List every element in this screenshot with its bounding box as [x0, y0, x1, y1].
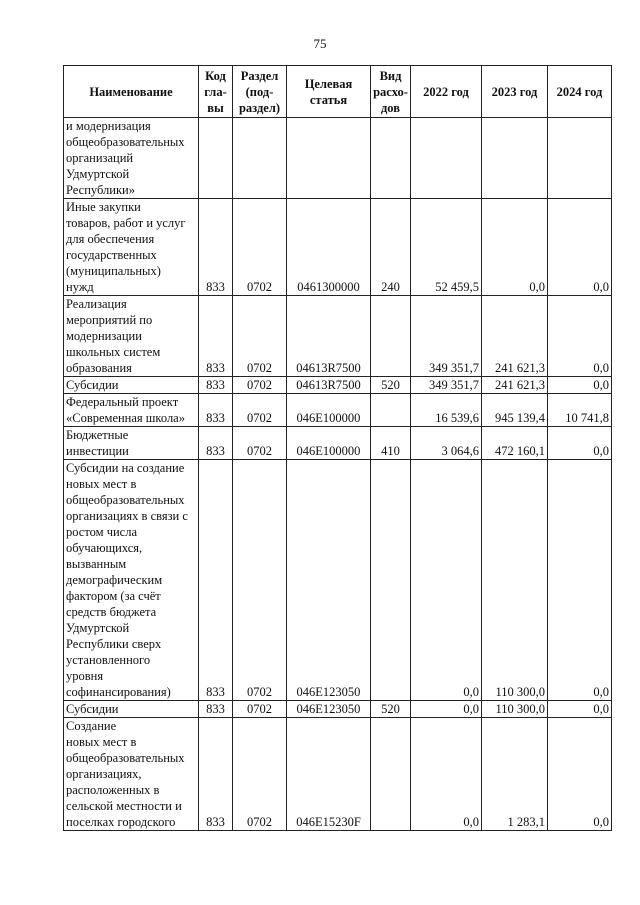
row-kind	[371, 118, 411, 199]
row-2022: 16 539,6	[411, 394, 482, 427]
row-kind	[371, 296, 411, 377]
row-name: Иные закупки товаров, работ и услуг для обеспечения государственных (муниципальных) нужд	[64, 199, 199, 296]
row-section: 0702	[233, 701, 287, 718]
row-2022: 3 064,6	[411, 427, 482, 460]
row-section: 0702	[233, 427, 287, 460]
table-header-row	[64, 66, 612, 118]
row-code: 833	[199, 394, 233, 427]
row-2023: 1 283,1	[482, 718, 548, 831]
header-2023: 2023 год	[482, 66, 548, 118]
row-name: Создание новых мест в общеобразовательных организациях, расположенных в сельской местности и поселках городского	[64, 718, 199, 831]
row-kind	[371, 460, 411, 701]
row-section: 0702	[233, 460, 287, 701]
row-2022: 349 351,7	[411, 296, 482, 377]
row-section: 0702	[233, 377, 287, 394]
page-number: 75	[313, 36, 327, 51]
row-2022: 0,0	[411, 460, 482, 701]
row-section: 0702	[233, 394, 287, 427]
row-section	[233, 118, 287, 199]
row-2023: 945 139,4	[482, 394, 548, 427]
row-2023: 110 300,0	[482, 460, 548, 701]
table-row	[64, 377, 612, 394]
header-kind: Вид расхо- дов	[371, 66, 411, 118]
row-article: 0461300000	[287, 199, 371, 296]
row-2024	[548, 118, 612, 199]
row-kind: 240	[371, 199, 411, 296]
row-code: 833	[199, 199, 233, 296]
row-article: 046E100000	[287, 427, 371, 460]
row-article: 046E123050	[287, 460, 371, 701]
row-2024: 0,0	[548, 701, 612, 718]
row-2024: 0,0	[548, 427, 612, 460]
row-name: Субсидии	[64, 701, 199, 718]
row-article: 046E100000	[287, 394, 371, 427]
row-2024: 0,0	[548, 199, 612, 296]
header-code: Код гла- вы	[199, 66, 233, 118]
row-name: Субсидии на создание новых мест в общеобразовательных организациях в связи с ростом числа обучающихся, вызванным демографическим фактором (за счёт средств бюджета Удмуртской Республики сверх установленного уровня софинансирования)	[64, 460, 199, 701]
row-2023: 472 160,1	[482, 427, 548, 460]
row-kind: 520	[371, 701, 411, 718]
row-article: 04613R7500	[287, 296, 371, 377]
row-2022: 349 351,7	[411, 377, 482, 394]
row-name: Реализация мероприятий по модернизации школьных систем образования	[64, 296, 199, 377]
row-kind: 410	[371, 427, 411, 460]
row-code: 833	[199, 427, 233, 460]
row-name: Субсидии	[64, 377, 199, 394]
row-2023: 0,0	[482, 199, 548, 296]
row-code: 833	[199, 460, 233, 701]
row-code: 833	[199, 377, 233, 394]
table-row	[64, 296, 612, 377]
header-section: Раздел (под- раздел)	[233, 66, 287, 118]
row-2024: 10 741,8	[548, 394, 612, 427]
row-code	[199, 118, 233, 199]
row-2023: 241 621,3	[482, 296, 548, 377]
row-name: Федеральный проект «Современная школа»	[64, 394, 199, 427]
row-2023: 241 621,3	[482, 377, 548, 394]
row-2023: 110 300,0	[482, 701, 548, 718]
row-section: 0702	[233, 718, 287, 831]
row-article: 046E15230F	[287, 718, 371, 831]
table-row	[64, 718, 612, 831]
row-2022: 0,0	[411, 701, 482, 718]
table-row	[64, 118, 612, 199]
row-2024: 0,0	[548, 718, 612, 831]
header-article: Целевая статья	[287, 66, 371, 118]
table-row	[64, 701, 612, 718]
row-section: 0702	[233, 296, 287, 377]
row-2024: 0,0	[548, 460, 612, 701]
table-row	[64, 427, 612, 460]
row-kind	[371, 394, 411, 427]
row-name: Бюджетные инвестиции	[64, 427, 199, 460]
table-row	[64, 394, 612, 427]
row-2023	[482, 118, 548, 199]
row-2022: 0,0	[411, 718, 482, 831]
row-kind	[371, 718, 411, 831]
table-row	[64, 460, 612, 701]
row-kind: 520	[371, 377, 411, 394]
header-2024: 2024 год	[548, 66, 612, 118]
row-2022	[411, 118, 482, 199]
header-name: Наименование	[64, 66, 199, 118]
row-2022: 52 459,5	[411, 199, 482, 296]
budget-table	[63, 65, 612, 831]
row-name: и модернизация общеобразовательных организаций Удмуртской Республики»	[64, 118, 199, 199]
row-article: 04613R7500	[287, 377, 371, 394]
row-article	[287, 118, 371, 199]
row-code: 833	[199, 296, 233, 377]
table-row	[64, 199, 612, 296]
header-2022: 2022 год	[411, 66, 482, 118]
row-code: 833	[199, 718, 233, 831]
row-code: 833	[199, 701, 233, 718]
row-section: 0702	[233, 199, 287, 296]
row-2024: 0,0	[548, 377, 612, 394]
row-article: 046E123050	[287, 701, 371, 718]
row-2024: 0,0	[548, 296, 612, 377]
